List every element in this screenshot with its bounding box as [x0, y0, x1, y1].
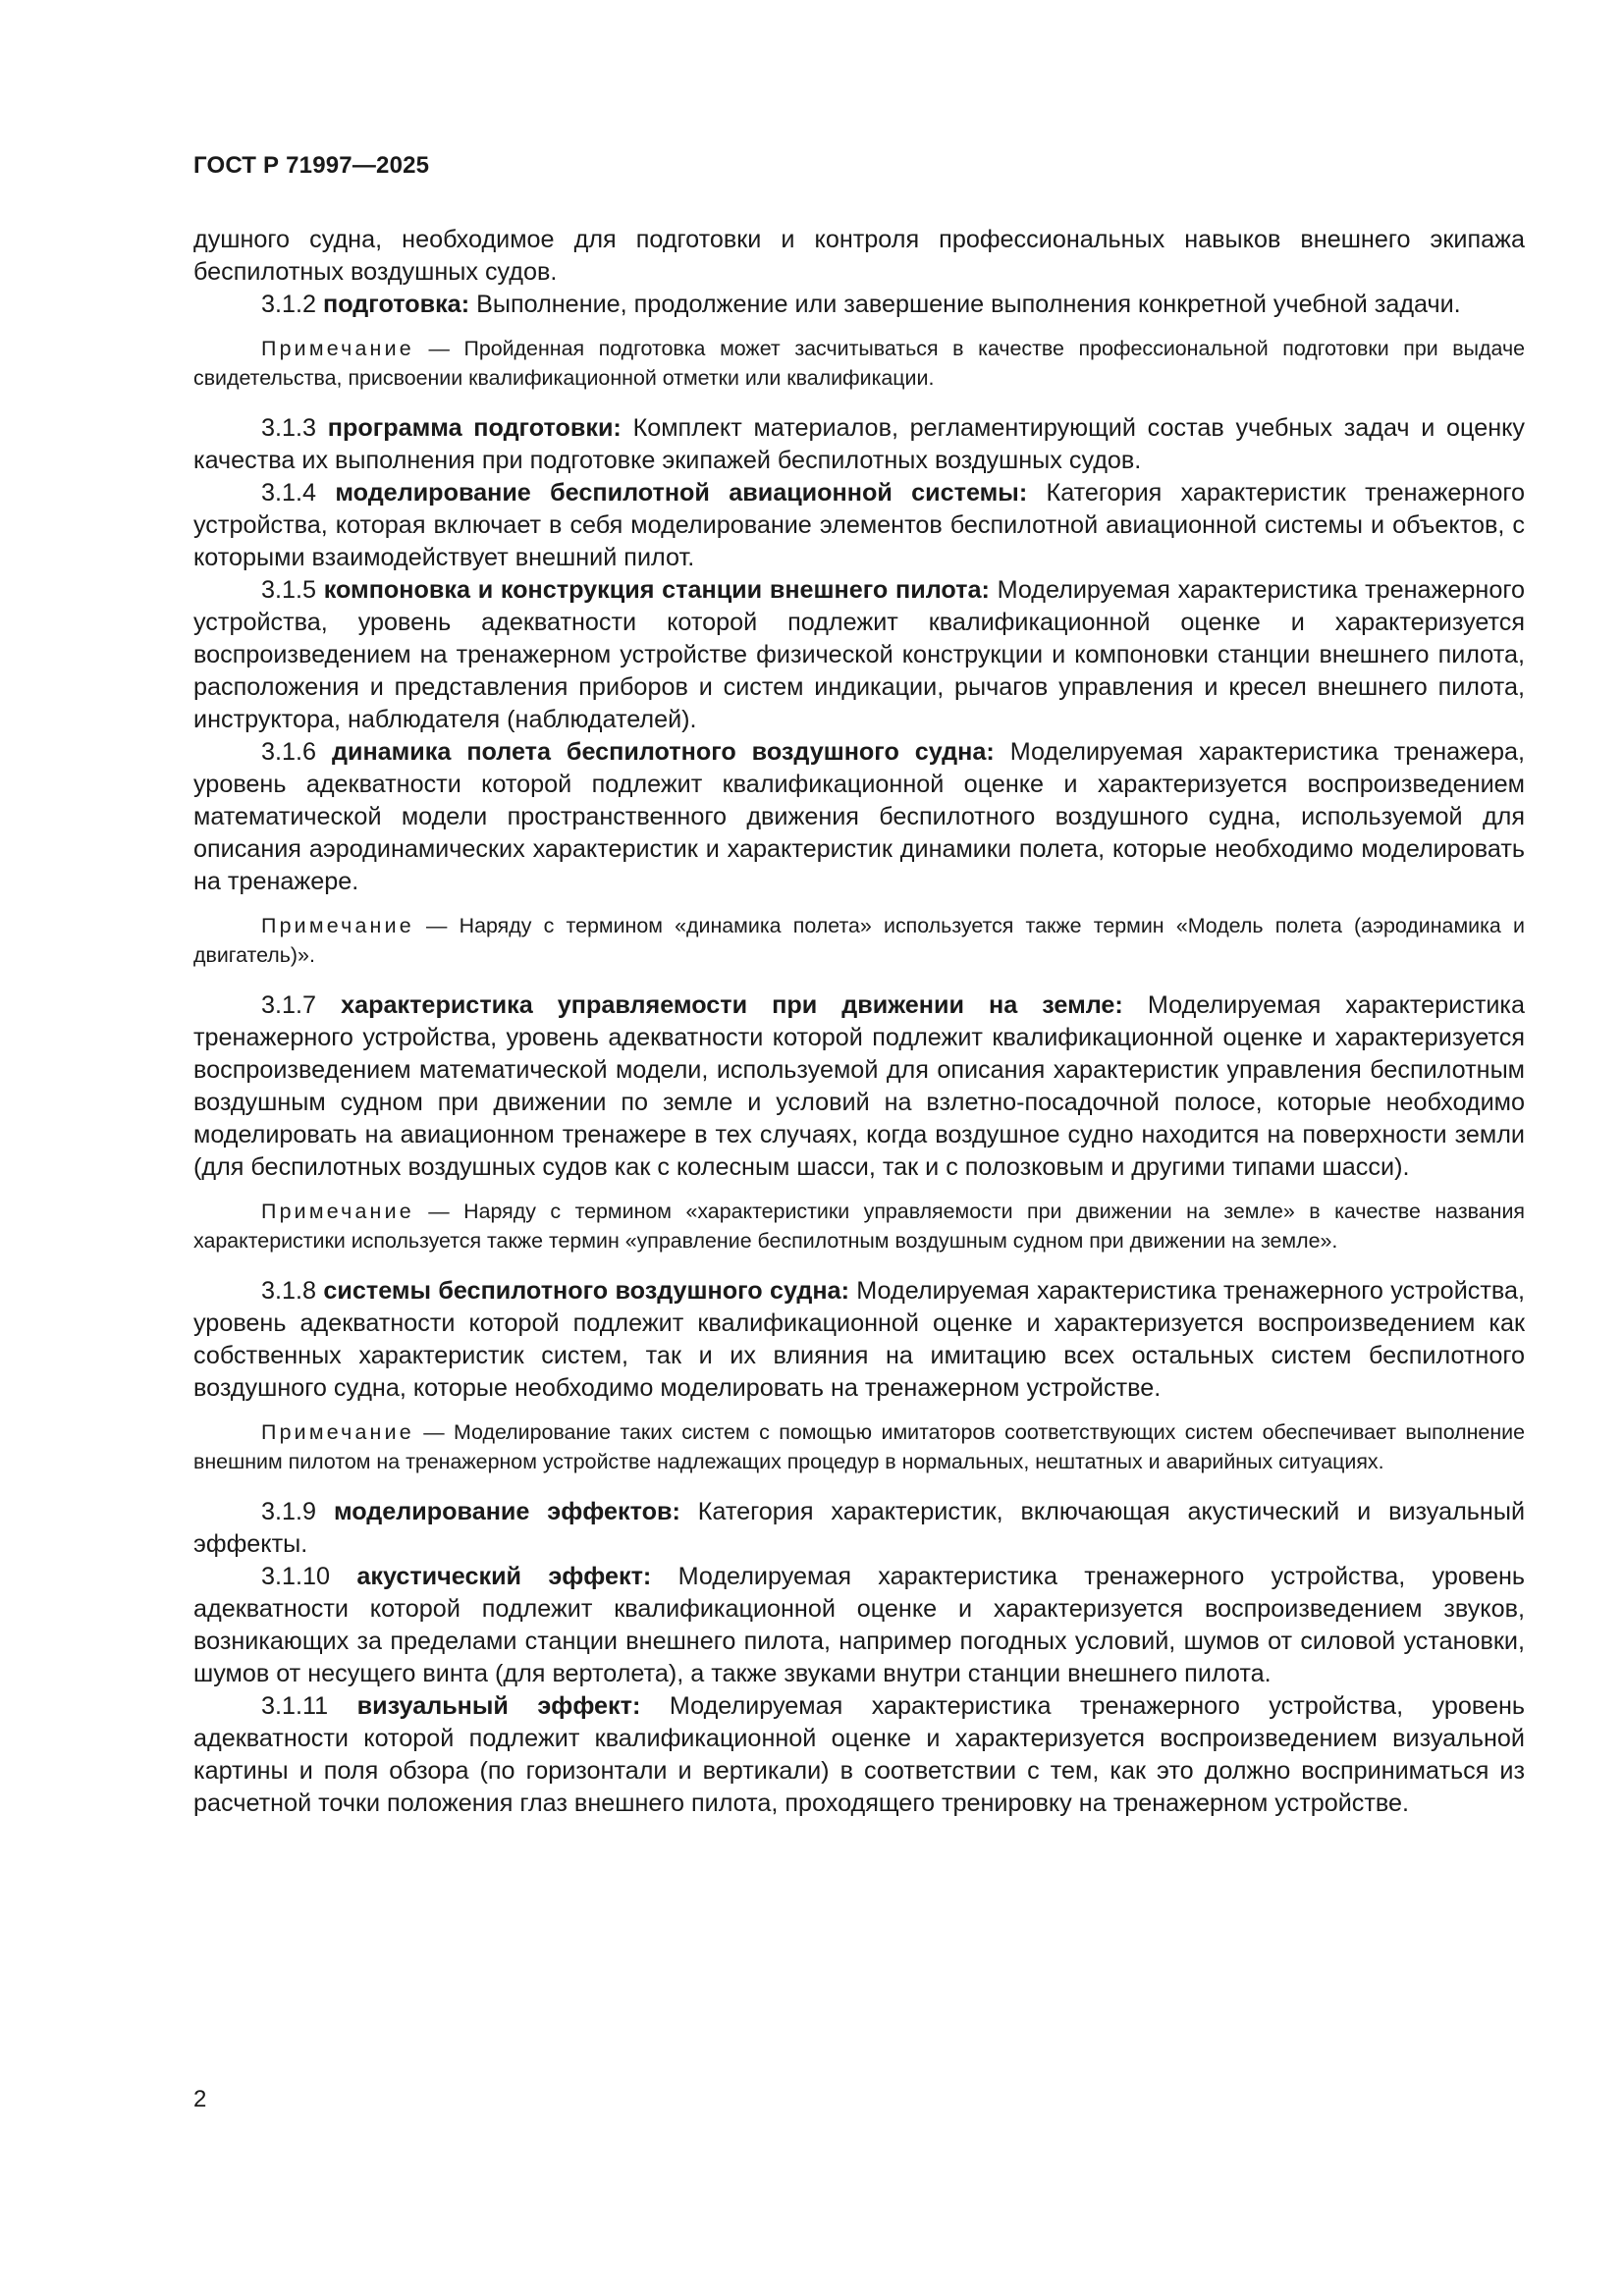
- continuation-paragraph: душного судна, необходимое для подготовки и контроля профессиональных навыков внешнего экипажа беспилотных воздушных судов.: [193, 226, 1525, 286]
- definition-text: Выполнение, продолжение или завершение выполнения конкретной учебной задачи.: [476, 291, 1461, 318]
- definition-3-1-3: [193, 412, 1525, 477]
- note-2: [193, 912, 1525, 970]
- term: акустический эффект:: [356, 1563, 652, 1590]
- page-number: 2: [193, 2086, 207, 2112]
- definition-text: Категория характеристик тренажерного устройства, которая включает в себя моделирование элементов беспилотной авиационной системы и объектов, с которыми взаимодействует внешний пилот.: [193, 479, 1525, 571]
- document-body: [193, 224, 1525, 1820]
- definition-text: Категория характеристик, включающая акустический и визуальный эффекты.: [193, 1498, 1526, 1558]
- term: моделирование беспилотной авиационной системы:: [335, 479, 1028, 507]
- term: динамика полета беспилотного воздушного судна:: [331, 738, 995, 766]
- definition-3-1-6: [193, 736, 1525, 898]
- definition-3-1-4: [193, 477, 1525, 574]
- clause-number: 3.1.10: [261, 1563, 331, 1590]
- clause-number: 3.1.6: [261, 738, 317, 766]
- clause-number: 3.1.8: [261, 1277, 317, 1305]
- definition-text: Моделируемая характеристика тренажерного устройства, уровень адекватности которой подлежит квалификационной оценке и характеризуется воспроизведением визуальной картины и поля обзора (по горизонтали и вертикали) в соответствии с тем, как это должно восприниматься из расчетной точки положения глаз внешнего пилота, проходящего тренировку на тренажерном устройстве.: [193, 1692, 1526, 1817]
- note-text: — Моделирование таких систем с помощью имитаторов соответствующих систем обеспечивает выполнение внешним пилотом на тренажерном устройстве надлежащих процедур в нормальных, нештатных и аварийных ситуациях.: [193, 1420, 1525, 1473]
- clause-number: 3.1.3: [261, 414, 317, 442]
- term: компоновка и конструкция станции внешнего пилота:: [323, 576, 990, 604]
- note-label: Примечание: [261, 1420, 414, 1444]
- note-text: — Пройденная подготовка может засчитываться в качестве профессиональной подготовки при выдаче свидетельства, присвоении квалификационной отметки или квалификации.: [193, 337, 1525, 390]
- note-label: Примечание: [261, 337, 414, 360]
- term: программа подготовки:: [327, 414, 622, 442]
- definition-text: Моделируемая характеристика тренажера, уровень адекватности которой подлежит квалификационной оценке и характеризуется воспроизведением математической модели пространственного движения беспилотного воздушного судна, используемой для описания аэродинамических характеристик и характеристик динамики полета, которые необходимо моделировать на тренажере.: [193, 738, 1525, 895]
- definition-3-1-5: [193, 574, 1525, 736]
- term: моделирование эффектов:: [333, 1498, 680, 1525]
- definition-text: Моделируемая характеристика тренажерного устройства, уровень адекватности которой подлежит квалификационной оценке и характеризуется воспроизведением на тренажерном устройстве физической конструкции и компоновки станции внешнего пилота, расположения и представления приборов и систем индикации, рычагов управления и кресел внешнего пилота, инструктора, наблюдателя (наблюдателей).: [193, 576, 1525, 733]
- definition-3-1-8: [193, 1275, 1525, 1405]
- definition-3-1-9: [193, 1496, 1525, 1561]
- note-label: Примечание: [261, 914, 414, 937]
- note-text: — Наряду с термином «динамика полета» используется также термин «Модель полета (аэродинамика и двигатель)».: [193, 914, 1525, 967]
- clause-number: 3.1.5: [261, 576, 317, 604]
- definition-text: Моделируемая характеристика тренажерного устройства, уровень адекватности которой подлежит квалификационной оценке и характеризуется воспроизведением как собственных характеристик систем, так и их влияния на имитацию всех остальных систем беспилотного воздушного судна, которые необходимо моделировать на тренажерном устройстве.: [193, 1277, 1525, 1402]
- clause-number: 3.1.7: [261, 991, 317, 1019]
- definition-text: Моделируемая характеристика тренажерного устройства, уровень адекватности которой подлежит квалификационной оценке и характеризуется воспроизведением звуков, возникающих за пределами станции внешнего пилота, например погодных условий, шумов от силовой установки, шумов от несущего винта (для вертолета), а также звуками внутри станции внешнего пилота.: [193, 1563, 1525, 1687]
- standard-code-header: ГОСТ Р 71997—2025: [193, 152, 430, 179]
- definition-3-1-10: [193, 1561, 1525, 1690]
- note-1: [193, 335, 1525, 393]
- note-3: [193, 1198, 1525, 1255]
- note-label: Примечание: [261, 1200, 414, 1223]
- definition-text: Комплект материалов, регламентирующий состав учебных задач и оценку качества их выполнения при подготовке экипажей беспилотных воздушных судов.: [193, 414, 1526, 474]
- clause-number: 3.1.11: [261, 1692, 329, 1720]
- term: подготовка:: [323, 291, 470, 318]
- definition-text: Моделируемая характеристика тренажерного устройства, уровень адекватности которой подлежит квалификационной оценке и характеризуется воспроизведением математической модели, используемой для описания характеристик управления беспилотным воздушным судном при движении по земле и условий на взлетно-посадочной полосе, которые необходимо моделировать на авиационном тренажере в тех случаях, когда воздушное судно находится на поверхности земли (для беспилотных воздушных судов как с колесным шасси, так и с полозковым и другими типами шасси).: [193, 991, 1526, 1181]
- note-4: [193, 1418, 1525, 1476]
- definition-3-1-2: [193, 289, 1525, 321]
- clause-number: 3.1.4: [261, 479, 317, 507]
- term: характеристика управляемости при движении на земле:: [341, 991, 1123, 1019]
- clause-number: 3.1.9: [261, 1498, 317, 1525]
- term: визуальный эффект:: [356, 1692, 641, 1720]
- definition-3-1-11: [193, 1690, 1525, 1820]
- clause-number: 3.1.2: [261, 291, 317, 318]
- definition-3-1-7: [193, 989, 1525, 1184]
- note-text: — Наряду с термином «характеристики управляемости при движении на земле» в качестве названия характеристики используется также термин «управление беспилотным воздушным судном при движении на земле».: [193, 1200, 1525, 1253]
- term: системы беспилотного воздушного судна:: [323, 1277, 849, 1305]
